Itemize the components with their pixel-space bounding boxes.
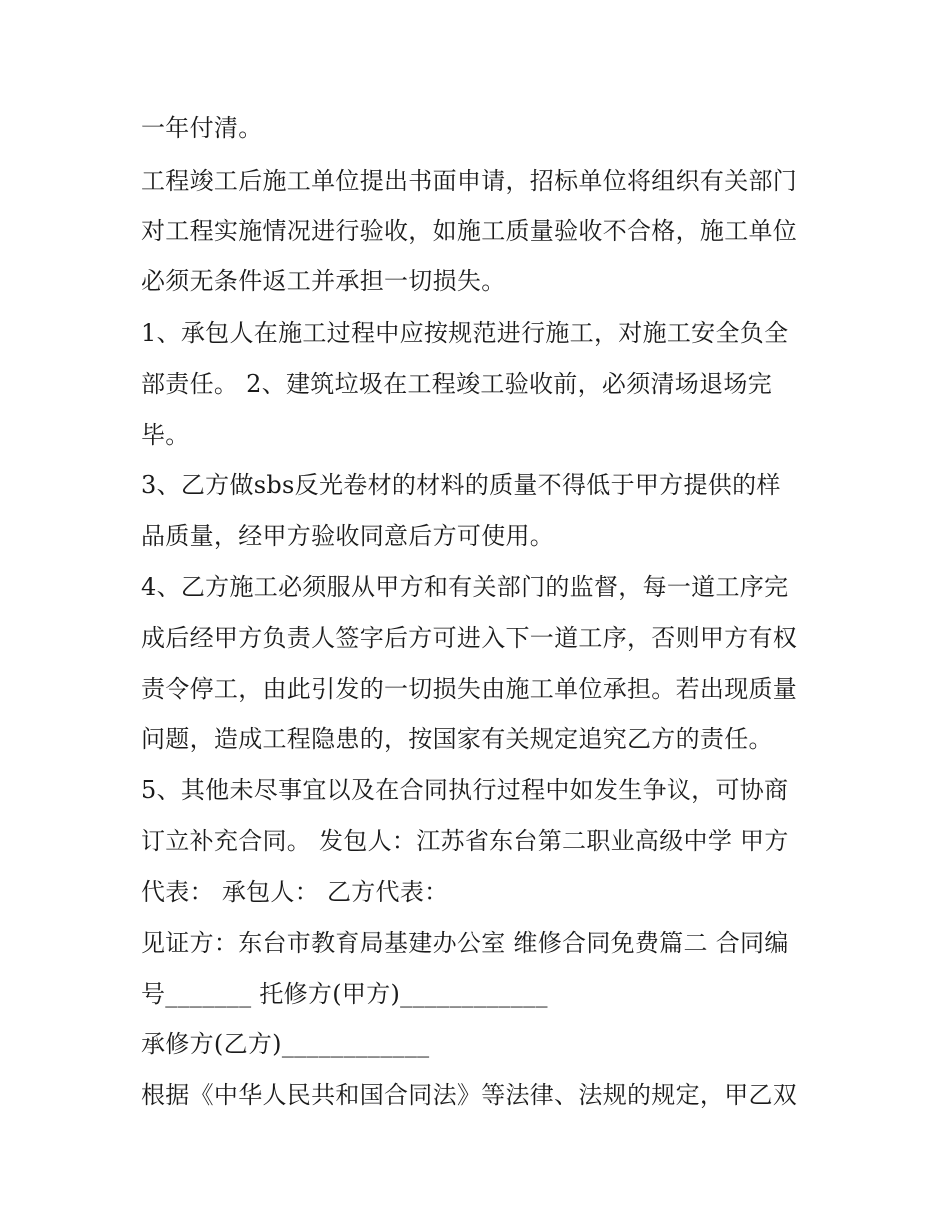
- text-line: 必须无条件返工并承担一切损失。: [141, 267, 506, 295]
- text-line: 5、其他未尽事宜以及在合同执行过程中如发生争议，可协商: [141, 776, 789, 804]
- text-line: 1、承包人在施工过程中应按规范进行施工，对施工安全负全: [141, 319, 789, 347]
- text-line: 责令停工，由此引发的一切损失由施工单位承担。若出现质量: [141, 675, 798, 703]
- text-line: 见证方：东台市教育局基建办公室 维修合同免费篇二 合同编: [141, 929, 789, 957]
- text-line: 工程竣工后施工单位提出书面申请，招标单位将组织有关部门: [141, 167, 798, 195]
- text-line: 根据《中华人民共和国合同法》等法律、法规的规定，甲乙双: [141, 1081, 798, 1109]
- text-line: 对工程实施情况进行验收，如施工质量验收不合格，施工单位: [141, 217, 798, 245]
- text-line: 代表： 承包人： 乙方代表：: [141, 878, 449, 906]
- text-line: 问题，造成工程隐患的，按国家有关规定追究乙方的责任。: [141, 725, 773, 753]
- text-line: 一年付清。: [141, 114, 263, 142]
- text-line: 号_______ 托修方(甲方)____________: [141, 980, 548, 1008]
- text-line: 3、乙方做sbs反光卷材的材料的质量不得低于甲方提供的样: [141, 471, 781, 499]
- text-line: 订立补充合同。 发包人：江苏省东台第二职业高级中学 甲方: [141, 827, 789, 855]
- text-line: 成后经甲方负责人签字后方可进入下一道工序，否则甲方有权: [141, 624, 798, 652]
- text-line: 承修方(乙方)____________: [141, 1030, 430, 1058]
- text-line: 4、乙方施工必须服从甲方和有关部门的监督，每一道工序完: [141, 573, 789, 601]
- text-line: 品质量，经甲方验收同意后方可使用。: [141, 522, 555, 550]
- text-line: 毕。: [141, 421, 190, 449]
- text-line: 部责任。 2、建筑垃圾在工程竣工验收前，必须清场退场完: [141, 370, 772, 398]
